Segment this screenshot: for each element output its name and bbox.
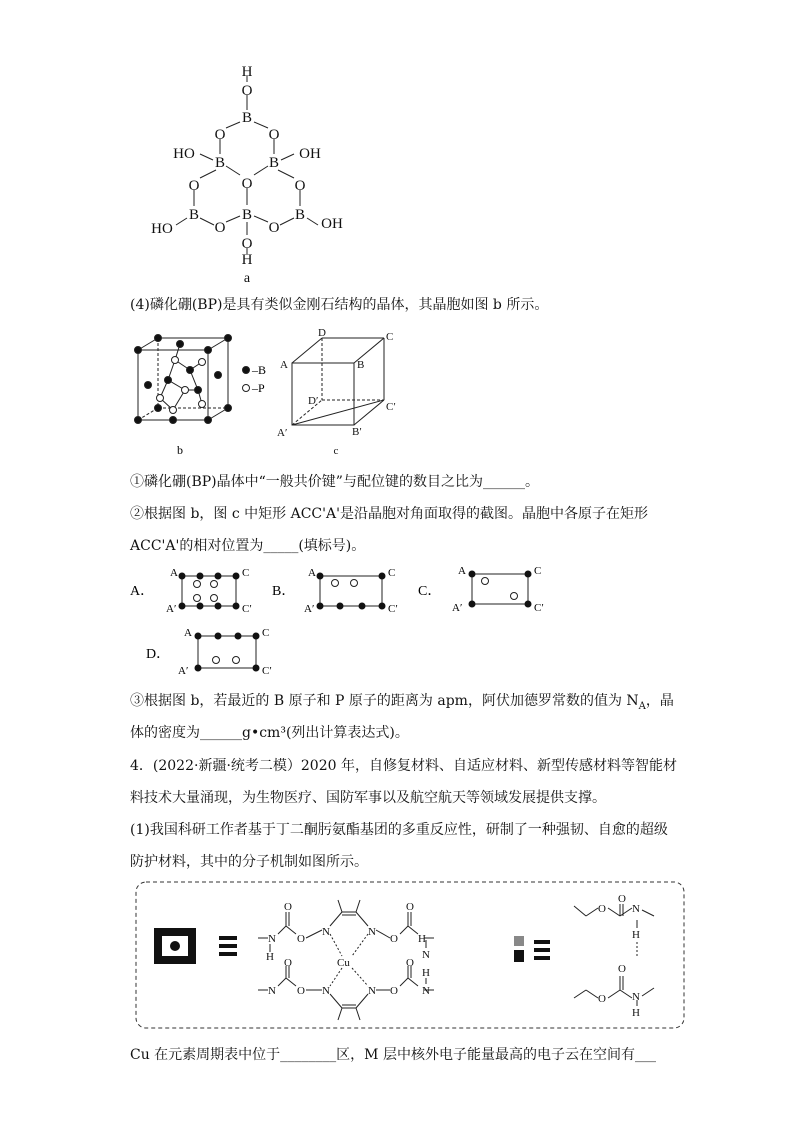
last-question-line: Cu 在元素周期表中位于________区，M 层中核外电子能量最高的电子云在空间有___ <box>130 1047 656 1063</box>
option-a-tr: C <box>242 567 250 579</box>
atom-o: O <box>294 178 306 194</box>
atom-n: N <box>368 926 376 938</box>
atom-n: N <box>368 985 376 997</box>
atom-o: O <box>284 901 292 913</box>
question-3-sub: A <box>638 700 646 712</box>
atom-oh: OH <box>321 216 343 232</box>
figure-b-unit-cell <box>130 330 280 458</box>
option-d-tr: C <box>262 627 270 639</box>
question-3-text-end: ，晶 <box>645 693 674 709</box>
atom-h: H <box>422 967 430 979</box>
label-a-prime: A′ <box>277 427 288 439</box>
atom-o: O <box>241 176 253 192</box>
option-b-tl: A <box>308 567 316 579</box>
atom-ho: HO <box>173 146 195 162</box>
atom-n: N <box>422 949 430 961</box>
atom-o: O <box>268 220 280 236</box>
option-d-br: C′ <box>262 665 272 677</box>
atom-o: O <box>406 957 414 969</box>
atom-n: N <box>268 933 276 945</box>
atom-h-bottom: H <box>241 252 253 268</box>
figure-a-caption: a <box>243 271 251 286</box>
option-c-br: C′ <box>534 602 544 614</box>
atom-o: O <box>297 985 305 997</box>
option-c-bl: A′ <box>452 602 463 614</box>
atom-b: B <box>188 207 200 223</box>
question-3-line1 <box>130 692 674 716</box>
atom-o: O <box>598 903 606 915</box>
label-c: C <box>386 331 394 343</box>
atom-cu: Cu <box>337 957 350 969</box>
question-2-line2: ACC'A'的相对位置为_____(填标号)。 <box>130 538 366 554</box>
option-a-bl: A′ <box>166 603 177 615</box>
atom-b: B <box>294 207 306 223</box>
atom-b: B <box>268 155 280 171</box>
label-b-prime: B′ <box>352 426 362 438</box>
atom-n: N <box>322 926 330 938</box>
problem-4-line2: 料技术大量涌现，为生物医疗、国防军事以及航空航天等领域发展提供支撑。 <box>130 790 606 806</box>
option-b-letter: B． <box>272 584 296 599</box>
label-d: D <box>318 328 326 339</box>
mechanism-figure <box>134 880 686 1030</box>
label-c-prime: C′ <box>386 401 396 413</box>
label-b: B <box>357 359 365 371</box>
atom-n: N <box>632 991 640 1003</box>
atom-n: N <box>422 985 430 997</box>
option-c-tr: C <box>534 565 542 577</box>
option-c-letter: C． <box>418 584 442 599</box>
problem-4-line1: 4．(2022·新疆·统考二模）2020 年，自修复材料、自适应材料、新型传感材料等智能材 <box>130 758 677 774</box>
atom-o: O <box>297 933 305 945</box>
atom-h: H <box>266 951 274 963</box>
label-d-prime: D′ <box>308 395 319 407</box>
option-a-letter: A． <box>130 584 155 599</box>
question-3-text: ③根据图 b，若最近的 B 原子和 P 原子的距离为 apm，阿伏加德罗常数的值为 N <box>130 693 639 709</box>
atom-oh: OH <box>299 146 321 162</box>
question-2-line1: ②根据图 b，图 c 中矩形 ACC'A'是沿晶胞对角面取得的截图。晶胞中各原子在矩形 <box>130 506 648 522</box>
q4-intro: (4)磷化硼(BP)是具有类似金刚石结构的晶体，其晶胞如图 b 所示。 <box>130 297 549 313</box>
option-c <box>418 562 558 620</box>
atom-n: N <box>632 903 640 915</box>
atom-b: B <box>214 155 226 171</box>
option-d <box>146 624 286 682</box>
option-b <box>272 562 412 620</box>
figure-b-caption: b <box>177 443 183 457</box>
option-a-br: C′ <box>242 603 252 615</box>
figure-a-boron-structure <box>140 62 360 287</box>
question-3-line2: 体的密度为______g•cm³(列出计算表达式)。 <box>130 725 409 741</box>
label-a: A <box>280 359 288 371</box>
option-c-tl: A <box>458 565 466 577</box>
atom-o: O <box>406 901 414 913</box>
hydrogen-bond-symbol-icon <box>514 936 524 962</box>
atom-h: H <box>632 1007 640 1019</box>
atom-b: B <box>241 207 253 223</box>
legend-p-label: –P <box>252 381 265 395</box>
atom-o: O <box>618 963 626 975</box>
figure-c-cube <box>274 328 404 460</box>
atom-o: O <box>214 220 226 236</box>
atom-o: O <box>241 83 253 99</box>
option-d-bl: A′ <box>178 665 189 677</box>
atom-n: N <box>268 985 276 997</box>
atom-o: O <box>214 127 226 143</box>
problem-4-sub1-line2: 防护材料，其中的分子机制如图所示。 <box>130 854 368 870</box>
atom-n: N <box>322 985 330 997</box>
question-1: ①磷化硼(BP)晶体中“一般共价键”与配位键的数目之比为______。 <box>130 474 539 490</box>
option-b-tr: C <box>388 567 396 579</box>
option-a-tl: A <box>170 567 178 579</box>
option-d-tl: A <box>184 627 192 639</box>
option-a <box>130 562 270 620</box>
atom-h: H <box>418 933 426 945</box>
option-b-bl: A′ <box>304 603 315 615</box>
atom-o: O <box>618 893 626 905</box>
atom-h-top: H <box>241 64 253 80</box>
atom-o: O <box>390 933 398 945</box>
legend-b-label: –B <box>252 363 267 377</box>
atom-o: O <box>268 127 280 143</box>
option-b-br: C′ <box>388 603 398 615</box>
atom-o: O <box>241 236 253 252</box>
problem-4-sub1-line1: (1)我国科研工作者基于丁二酮肟氨酯基团的多重反应性，研制了一种强韧、自愈的超级 <box>130 822 668 838</box>
figure-c-caption: c <box>333 445 339 457</box>
atom-b: B <box>241 110 253 126</box>
atom-o: O <box>188 178 200 194</box>
atom-o: O <box>284 957 292 969</box>
atom-o: O <box>598 993 606 1005</box>
option-d-letter: D． <box>146 647 171 662</box>
metal-complex-symbol-icon <box>154 928 196 964</box>
atom-o: O <box>390 985 398 997</box>
atom-h: H <box>632 929 640 941</box>
atom-ho: HO <box>151 221 173 237</box>
